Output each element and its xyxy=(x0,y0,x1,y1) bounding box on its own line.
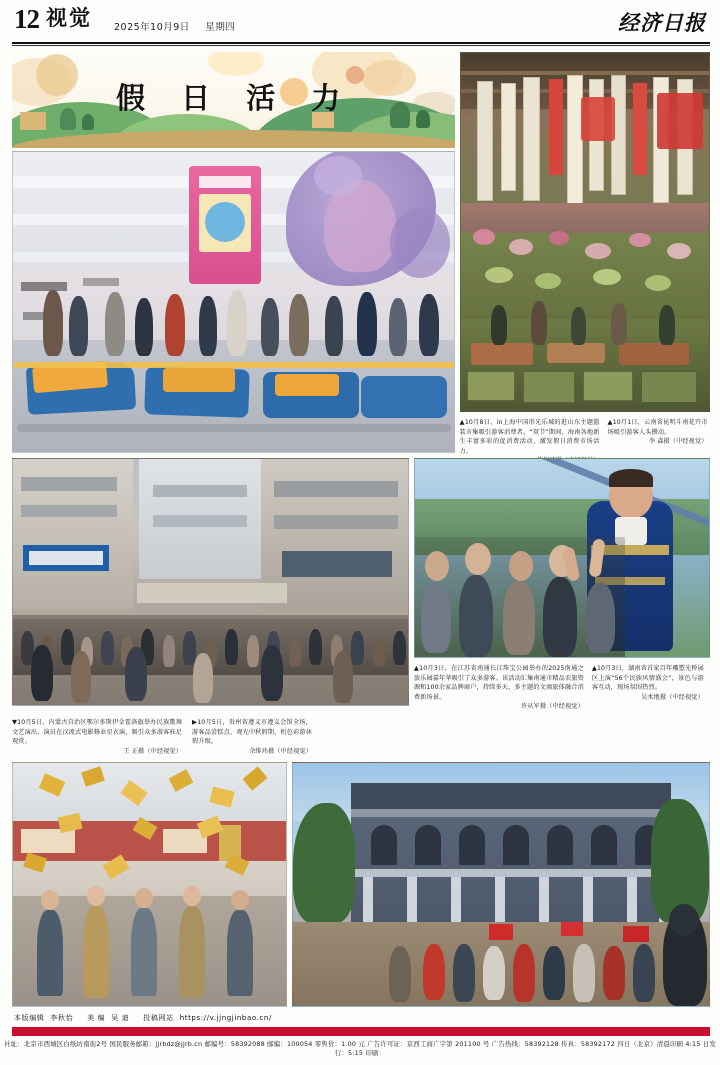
caption-performer xyxy=(414,663,584,712)
historic-building-photo xyxy=(292,762,710,1007)
masthead-rule xyxy=(12,42,710,44)
caption-credit: 余绯玮摄（中经视觉） xyxy=(249,747,312,755)
byline-site-label: 投稿网站 xyxy=(143,1014,174,1023)
row-bottom xyxy=(12,762,710,1007)
performer-column xyxy=(414,458,710,712)
paper-title: 经济日报 xyxy=(618,10,706,35)
caption-credit: 李 森摄（中经视觉） xyxy=(648,438,708,446)
content-area xyxy=(0,46,720,1023)
footer-red-bar xyxy=(12,1027,710,1036)
footer-imprint: 社址：北京市西城区白纸坊南街2号 国民服务邮箱：jjrbdz@jjrb.cn 邮编号：58392088 邮编：100054 零售价：1.00 元 广告许可证：京西工商广字第 201100 号 广告热线：58392128 传真：58392172 四日（北京）清晨印刷 4:15 日发行：5:15 印刷： xyxy=(4,1040,716,1058)
row-top xyxy=(12,52,710,455)
section-name: 视觉 xyxy=(46,5,92,30)
byline-layout-name: 李秋怡 xyxy=(50,1014,74,1023)
row-middle xyxy=(12,458,710,712)
caption-text: 10月5日，内蒙古自治区鄂尔多斯伊金霍洛旗举办民族歌舞文艺演出，演员在汉流式电影修业星衣演，吸引众多游客驻足观赏。 xyxy=(12,719,182,746)
caption-text: 10月8日，in上海中国形光乐城的逛山东主题篮装市集吸引游客消费者。“双节”期间，海南各地新生丰富多彩的促消费活动，激发假日消费市场活力。 xyxy=(459,419,600,455)
building-column xyxy=(292,762,710,1007)
caption-credit: 许从军摄（中经视觉） xyxy=(520,703,584,711)
holiday-banner-illustration xyxy=(12,52,455,148)
caption-marker: ▲ xyxy=(591,664,597,672)
byline-design-label: 美 编 xyxy=(87,1014,106,1023)
caption-street xyxy=(12,717,182,756)
byline-design-name: 吴 迪 xyxy=(111,1014,130,1023)
performer-captions xyxy=(414,663,710,712)
issue-date: 2025年10月9日 xyxy=(114,22,190,33)
golden-fan-dance-photo xyxy=(12,762,287,1007)
dance-column xyxy=(12,762,287,1007)
masthead xyxy=(0,0,720,40)
shopping-mall-photo xyxy=(12,151,455,453)
caption-marker: ▼ xyxy=(12,718,18,727)
submission-site-url[interactable]: https://v.jjngjinbao.cn/ xyxy=(179,1014,272,1023)
street-captions-row xyxy=(12,717,710,756)
left-top-column xyxy=(12,52,455,452)
date-line xyxy=(114,19,235,33)
page-number: 12 xyxy=(14,4,39,34)
caption-street-2 xyxy=(192,717,312,756)
caption-text: 10月5日，贵州省遵义市遵义会馆全场，游客品尝糕点、观光中秋假期，机色彩游休假升级。 xyxy=(192,719,312,746)
commercial-street-photo xyxy=(12,458,409,706)
caption-text: 10月1日，云南省昆明斗南花卉市场吸引游客人头攒动。 xyxy=(607,419,708,436)
caption-credit: 王 正摄（中经视觉） xyxy=(123,747,182,755)
street-column xyxy=(12,458,409,712)
caption-credit: 吴术地摄（中经视觉） xyxy=(640,693,704,701)
byline xyxy=(12,1013,710,1023)
issue-weekday: 星期四 xyxy=(205,22,236,33)
caption-text: 10月3日，湖南省首家百年雕塑光桥展区上演“56个民族风情盛会”，景色与游客互动，现场氛围热烈。 xyxy=(591,665,704,692)
caption-marker: ▲ xyxy=(607,418,613,426)
caption-text: 10月3日，在江苏省南通长江珠宝公园举办的2025南通之旅乐园嘉年华吸引了众多游客。该活动汇集南通市精品农旅资源和100余家品牌商户，持续多天，多主题的文商旅体融合消费新场景。 xyxy=(413,665,584,701)
right-top-column xyxy=(459,52,710,455)
byline-layout-label: 本版编辑 xyxy=(14,1014,45,1023)
flower-market-photo xyxy=(460,52,710,412)
caption-marker: ▲ xyxy=(413,664,420,672)
caption-marker: ▶ xyxy=(192,718,198,727)
caption-marker: ▲ xyxy=(459,418,465,426)
caption-building xyxy=(592,663,704,712)
banner-title: 假 日 活 力 xyxy=(116,81,354,115)
folk-performer-photo xyxy=(414,458,710,658)
